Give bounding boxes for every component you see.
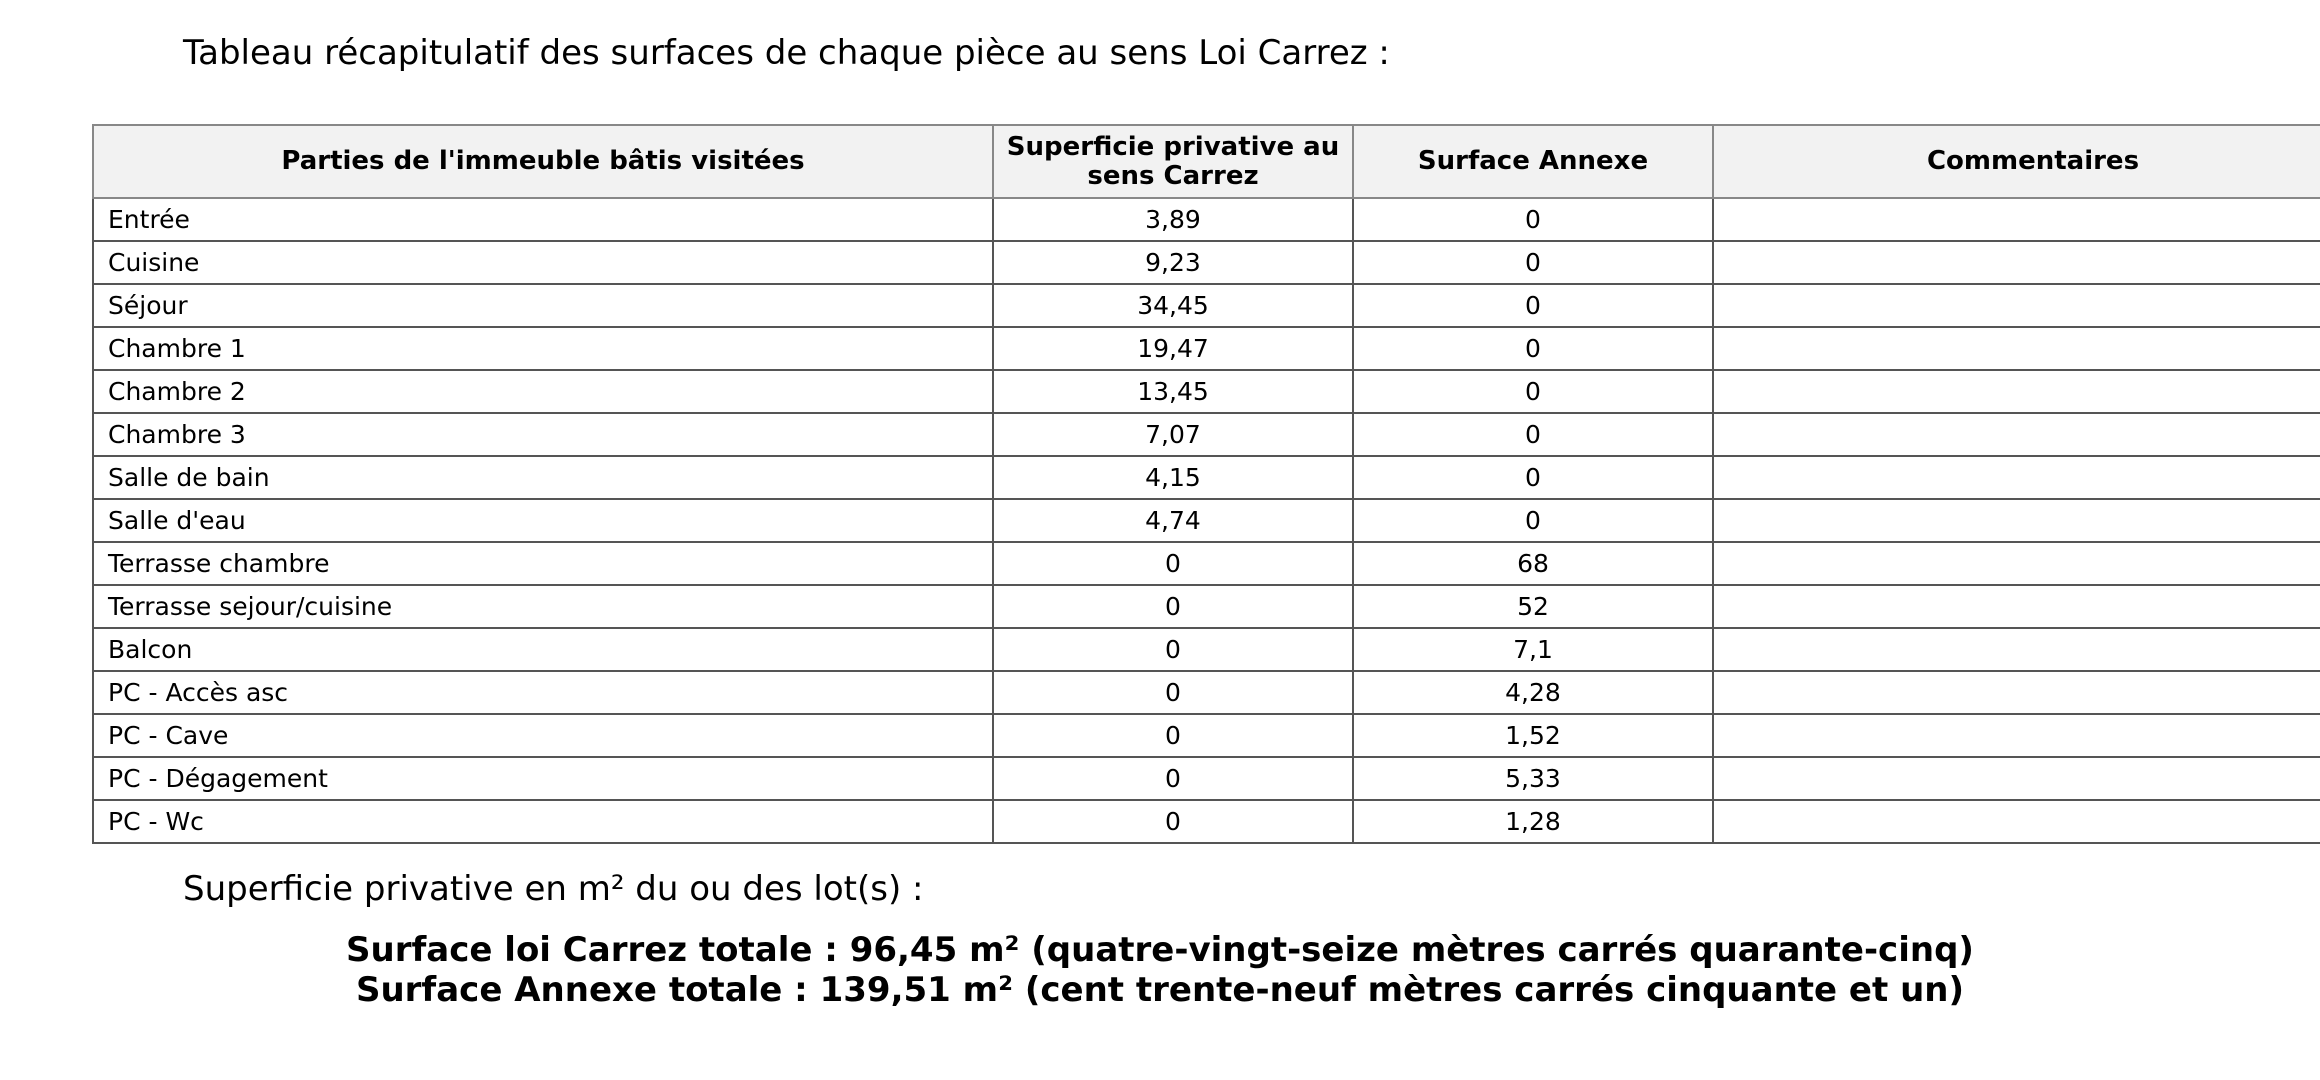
table-row: [93, 456, 2320, 499]
room-name: Salle d'eau: [93, 499, 993, 542]
annex-area: 0: [1353, 499, 1713, 542]
carrez-area: 3,89: [993, 198, 1353, 241]
room-name: PC - Accès asc: [93, 671, 993, 714]
surface-table: [92, 124, 2320, 844]
comment: [1713, 370, 2320, 413]
annex-area: 68: [1353, 542, 1713, 585]
table-row: [93, 241, 2320, 284]
carrez-area: 7,07: [993, 413, 1353, 456]
carrez-area: 19,47: [993, 327, 1353, 370]
comment: [1713, 542, 2320, 585]
comment: [1713, 241, 2320, 284]
table-row: [93, 714, 2320, 757]
annex-total: Surface Annexe totale : 139,51 m² (cent trente-neuf mètres carrés cinquante et un): [355, 970, 1965, 1010]
carrez-area: 0: [993, 714, 1353, 757]
totals-block: [0, 930, 2320, 1010]
comment: [1713, 628, 2320, 671]
carrez-area: 0: [993, 628, 1353, 671]
annex-area: 5,33: [1353, 757, 1713, 800]
comment: [1713, 585, 2320, 628]
room-name: Salle de bain: [93, 456, 993, 499]
carrez-area: 34,45: [993, 284, 1353, 327]
annex-area: 0: [1353, 327, 1713, 370]
carrez-area: 9,23: [993, 241, 1353, 284]
room-name: Balcon: [93, 628, 993, 671]
room-name: Terrasse chambre: [93, 542, 993, 585]
table-row: [93, 542, 2320, 585]
table-row: [93, 413, 2320, 456]
carrez-area: 0: [993, 542, 1353, 585]
table-row: [93, 628, 2320, 671]
carrez-area: 0: [993, 671, 1353, 714]
comment: [1713, 714, 2320, 757]
comment: [1713, 284, 2320, 327]
table-row: [93, 327, 2320, 370]
room-name: Chambre 2: [93, 370, 993, 413]
comment: [1713, 671, 2320, 714]
comment: [1713, 456, 2320, 499]
table-header-row: [93, 125, 2320, 198]
summary-label: Superficie privative en m² du ou des lot(s) :: [183, 869, 924, 909]
carrez-area: 0: [993, 585, 1353, 628]
room-name: PC - Dégagement: [93, 757, 993, 800]
table-row: [93, 499, 2320, 542]
room-name: Chambre 3: [93, 413, 993, 456]
annex-area: 7,1: [1353, 628, 1713, 671]
comment: [1713, 198, 2320, 241]
room-name: PC - Cave: [93, 714, 993, 757]
comment: [1713, 800, 2320, 843]
table-row: [93, 757, 2320, 800]
comment: [1713, 413, 2320, 456]
table-row: [93, 671, 2320, 714]
carrez-area: 0: [993, 757, 1353, 800]
annex-area: 1,52: [1353, 714, 1713, 757]
carrez-area: 0: [993, 800, 1353, 843]
header-annex-area: Surface Annexe: [1353, 125, 1713, 198]
annex-area: 0: [1353, 456, 1713, 499]
table-row: [93, 585, 2320, 628]
annex-area: 4,28: [1353, 671, 1713, 714]
annex-area: 0: [1353, 198, 1713, 241]
room-name: Séjour: [93, 284, 993, 327]
annex-area: 0: [1353, 241, 1713, 284]
annex-area: 0: [1353, 370, 1713, 413]
annex-area: 0: [1353, 284, 1713, 327]
table-intro-text: Tableau récapitulatif des surfaces de chaque pièce au sens Loi Carrez :: [183, 33, 1390, 73]
comment: [1713, 757, 2320, 800]
carrez-area: 4,15: [993, 456, 1353, 499]
carrez-area: 13,45: [993, 370, 1353, 413]
header-carrez-area: Superficie privative au sens Carrez: [993, 125, 1353, 198]
table-row: [93, 284, 2320, 327]
table-row: [93, 370, 2320, 413]
carrez-total: Surface loi Carrez totale : 96,45 m² (quatre-vingt-seize mètres carrés quarante-cinq): [346, 930, 1974, 970]
annex-area: 1,28: [1353, 800, 1713, 843]
room-name: PC - Wc: [93, 800, 993, 843]
header-parts: Parties de l'immeuble bâtis visitées: [93, 125, 993, 198]
annex-area: 0: [1353, 413, 1713, 456]
comment: [1713, 499, 2320, 542]
table-row: [93, 800, 2320, 843]
room-name: Terrasse sejour/cuisine: [93, 585, 993, 628]
room-name: Chambre 1: [93, 327, 993, 370]
annex-area: 52: [1353, 585, 1713, 628]
header-comments: Commentaires: [1713, 125, 2320, 198]
carrez-area: 4,74: [993, 499, 1353, 542]
table-row: [93, 198, 2320, 241]
room-name: Entrée: [93, 198, 993, 241]
room-name: Cuisine: [93, 241, 993, 284]
comment: [1713, 327, 2320, 370]
